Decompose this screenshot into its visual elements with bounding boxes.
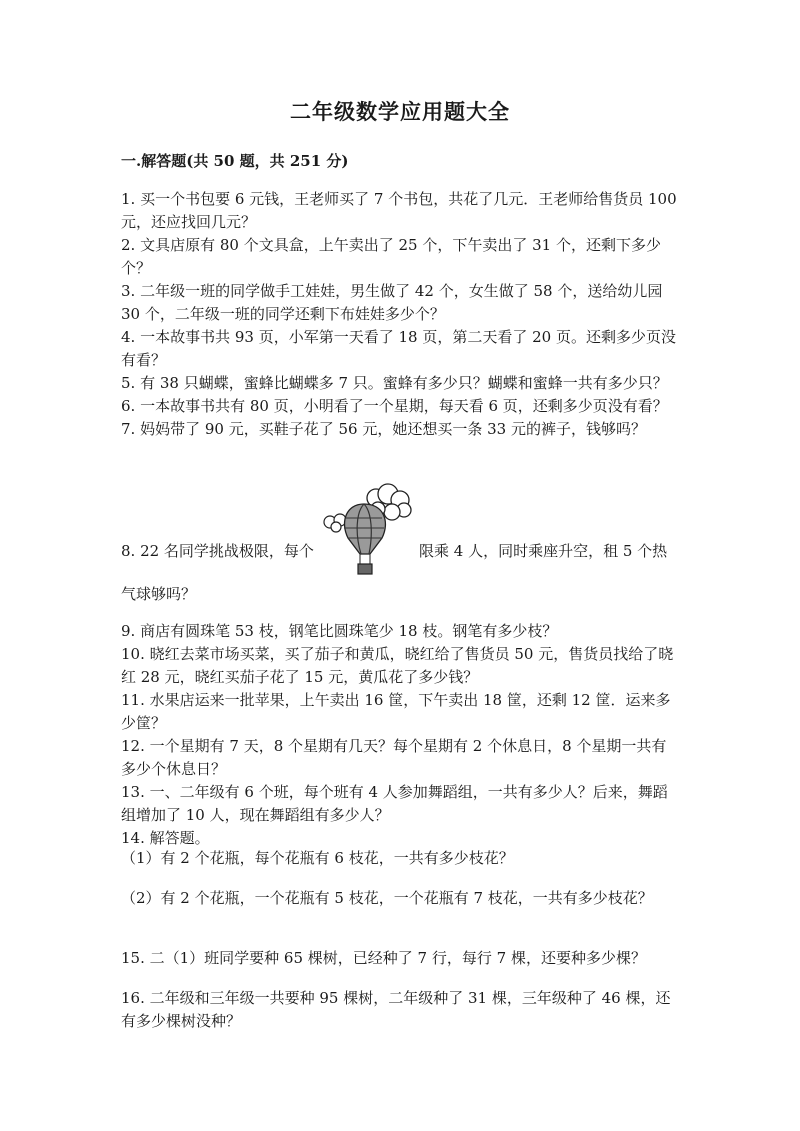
question-14-sub-1: （1）有 2 个花瓶，每个花瓶有 6 枝花，一共有多少枝花？ xyxy=(121,849,514,867)
question-8-text-before: 8. 22 名同学挑战极限，每个 xyxy=(121,542,314,560)
question-item: 13. 一、二年级有 6 个班，每个班有 4 人参加舞蹈组，一共有多少人？后来，舞蹈组增加了 10 人，现在舞蹈组有多少人？ xyxy=(121,783,668,824)
question-item: 11. 水果店运来一批苹果，上午卖出 16 筐，下午卖出 18 筐，还剩 12 筐．运来多少筐？ xyxy=(121,691,671,732)
question-item: 7. 妈妈带了 90 元，买鞋子花了 56 元，她还想买一条 33 元的裤子，钱够吗？ xyxy=(121,420,646,438)
question-item: 9. 商店有圆珠笔 53 枝，钢笔比圆珠笔少 18 枝。钢笔有多少枝？ xyxy=(121,622,558,640)
question-list-part1 xyxy=(121,188,681,441)
question-15: 15. 二（1）班同学要种 65 棵树，已经种了 7 行，每行 7 棵，还要种多少棵？ xyxy=(121,949,646,967)
question-14-sub-2: （2）有 2 个花瓶，一个花瓶有 5 枝花，一个花瓶有 7 枝花，一共有多少枝花？ xyxy=(121,889,653,907)
question-item: 10. 晓红去菜市场买菜，买了茄子和黄瓜，晓红给了售货员 50 元，售货员找给了晓红 28 元，晓红买茄子花了 15 元，黄瓜花了多少钱？ xyxy=(121,645,674,686)
question-item: 5. 有 38 只蝴蝶，蜜蜂比蝴蝶多 7 只。蜜蜂有多少只？蝴蝶和蜜蜂一共有多少只？ xyxy=(121,374,668,392)
question-8-text-after: 限乘 4 人，同时乘座升空，租 5 个热 xyxy=(419,542,668,560)
question-list-part2 xyxy=(121,620,681,850)
question-item: 2. 文具店原有 80 个文具盒，上午卖出了 25 个，下午卖出了 31 个，还剩下多少个？ xyxy=(121,236,661,277)
question-item: 4. 一本故事书共 93 页，小军第一天看了 18 页，第二天看了 20 页。还剩多少页没有看？ xyxy=(121,328,676,369)
question-item: 3. 二年级一班的同学做手工娃娃，男生做了 42 个，女生做了 58 个，送给幼儿园 30 个，二年级一班的同学还剩下布娃娃多少个？ xyxy=(121,282,663,323)
question-item: 14. 解答题。 xyxy=(121,829,210,847)
hot-air-balloon-icon xyxy=(318,482,416,580)
question-item: 6. 一本故事书共有 80 页，小明看了一个星期，每天看 6 页，还剩多少页没有看？ xyxy=(121,397,668,415)
question-item: 12. 一个星期有 7 天，8 个星期有几天？每个星期有 2 个休息日，8 个星期一共有多少个休息日？ xyxy=(121,737,667,778)
question-8-continuation: 气球够吗？ xyxy=(121,585,197,603)
section-heading: 一.解答题(共 50 题，共 251 分) xyxy=(121,152,349,170)
page-title: 二年级数学应用题大全 xyxy=(290,99,510,124)
question-item: 1. 买一个书包要 6 元钱，王老师买了 7 个书包，共花了几元．王老师给售货员 100 元，还应找回几元？ xyxy=(121,190,677,231)
question-16: 16. 二年级和三年级一共要种 95 棵树，二年级种了 31 棵，三年级种了 46 棵，还有多少棵树没种？ xyxy=(121,989,671,1030)
